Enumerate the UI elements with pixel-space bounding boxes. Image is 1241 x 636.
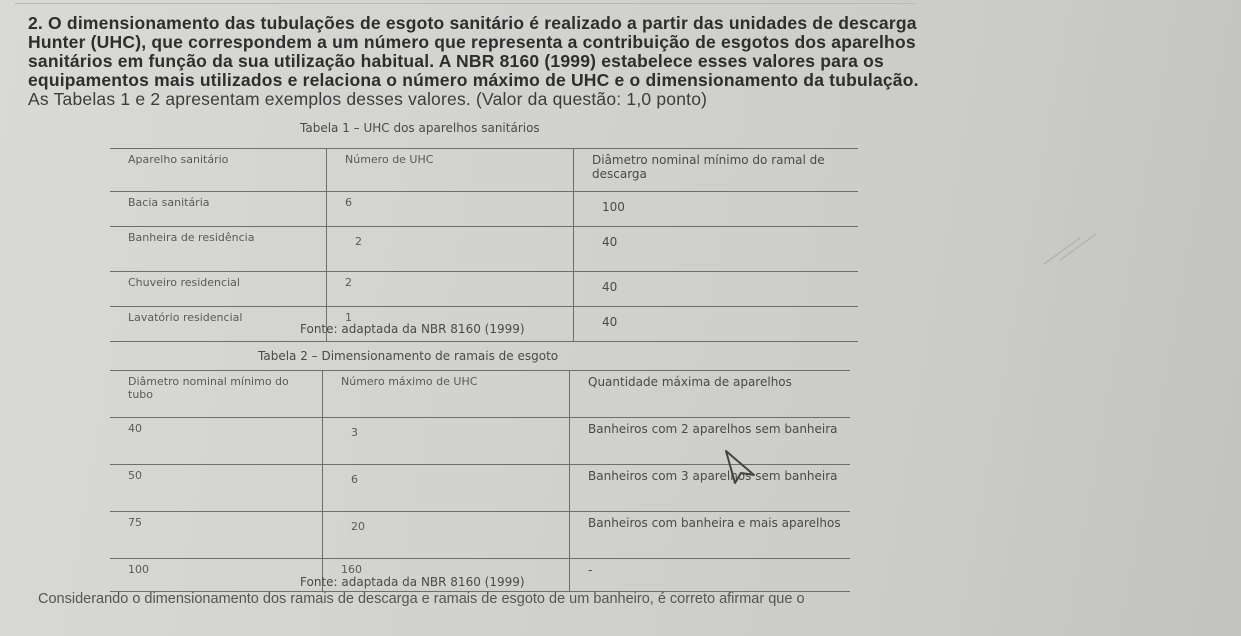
table-cell: 40	[110, 418, 323, 465]
table-row	[110, 512, 850, 559]
table-cell: Chuveiro residencial	[110, 272, 327, 307]
table-row	[110, 192, 858, 227]
table-cell: 75	[110, 512, 323, 559]
table-cell: 3	[323, 418, 570, 465]
header-cell: Quantidade máxima de aparelhos	[588, 375, 792, 389]
question-continuation: Considerando o dimensionamento dos ramais de descarga e ramais de esgoto de um banheiro, é correto afirmar que o	[38, 591, 805, 607]
table-row	[110, 272, 858, 307]
pen-scratch-mark	[1040, 230, 1100, 270]
table-cell: Bacia sanitária	[110, 192, 327, 227]
question-line: As Tabelas 1 e 2 apresentam exemplos desses valores. (Valor da questão: 1,0 ponto)	[28, 89, 708, 109]
question-line: 2. O dimensionamento das tubulações de esgoto sanitário é realizado a partir das unidades de descarga	[28, 13, 917, 33]
table1	[110, 148, 858, 342]
table-cell: 100	[602, 200, 625, 214]
table1-caption: Tabela 1 – UHC dos aparelhos sanitários	[300, 121, 540, 135]
table2-caption: Tabela 2 – Dimensionamento de ramais de esgoto	[258, 349, 559, 363]
table-cell: Banheiros com banheira e mais aparelhos	[588, 516, 841, 530]
header-cell: Diâmetro nominal mínimo do ramal de descarga	[592, 153, 825, 181]
table-cell: Banheira de residência	[110, 227, 327, 272]
table-cell: 1	[327, 307, 574, 342]
table-cell: Lavatório residencial	[110, 307, 327, 342]
top-rule	[15, 3, 915, 4]
table-cell: 100	[110, 559, 323, 592]
table-cell: Banheiros com 2 aparelhos sem banheira	[588, 422, 838, 436]
table-cell: 40	[602, 235, 618, 249]
table-row	[110, 227, 858, 272]
table-header-row	[110, 149, 858, 192]
table-cell: 160	[323, 559, 570, 592]
mouse-cursor-icon	[724, 449, 758, 485]
question-text	[28, 14, 1208, 109]
table-header-row	[110, 371, 850, 418]
table-cell: 2	[327, 227, 574, 272]
question-line: sanitários em função da sua utilização habitual. A NBR 8160 (1999) estabelece esses valores para os	[28, 51, 884, 71]
header-cell: Diâmetro nominal mínimo do tubo	[110, 371, 323, 418]
table-cell: 6	[327, 192, 574, 227]
table-cell: 20	[323, 512, 570, 559]
table-cell: 6	[323, 465, 570, 512]
header-cell: Número máximo de UHC	[323, 371, 570, 418]
question-line: Hunter (UHC), que correspondem a um número que representa a contribuição de esgotos dos aparelhos	[28, 32, 916, 52]
table-cell: 40	[602, 280, 618, 294]
table-cell: 2	[327, 272, 574, 307]
table2-source: Fonte: adaptada da NBR 8160 (1999)	[300, 575, 525, 589]
table-cell: Banheiros com 3 aparelhos sem banheira	[588, 469, 838, 483]
header-cell: Número de UHC	[327, 149, 574, 192]
table-cell: -	[588, 563, 593, 577]
header-cell: Aparelho sanitário	[110, 149, 327, 192]
table-cell: 40	[602, 315, 618, 329]
table1-source: Fonte: adaptada da NBR 8160 (1999)	[300, 322, 525, 336]
question-line: equipamentos mais utilizados e relaciona o número máximo de UHC e o dimensionamento da tubulação.	[28, 70, 919, 90]
table-cell: 50	[110, 465, 323, 512]
